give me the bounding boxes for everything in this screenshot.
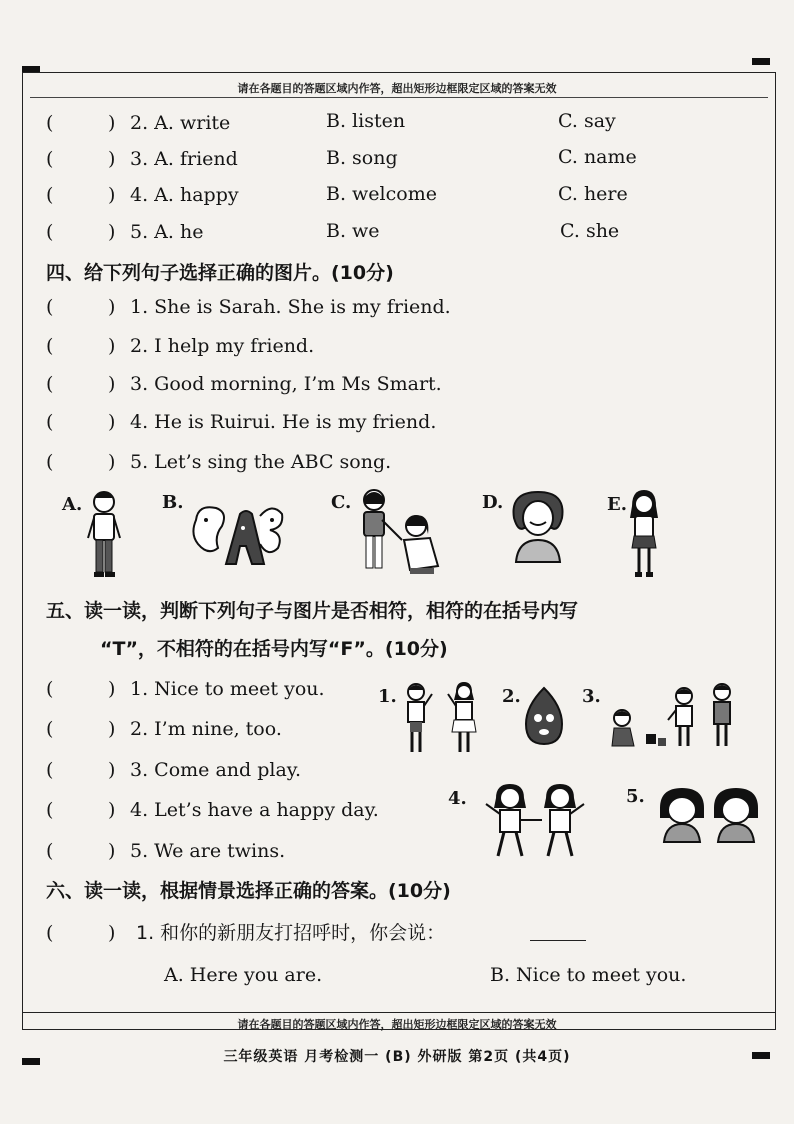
option-a: 2. A. write — [130, 112, 231, 134]
option-a: 3. A. friend — [130, 148, 238, 170]
picture-label-2: 2. — [502, 686, 521, 707]
number-nine-illustration — [522, 686, 566, 748]
picture-label-d: D. — [482, 492, 504, 513]
sentence: 5. We are twins. — [130, 840, 286, 862]
picture-label-5: 5. — [626, 786, 645, 807]
answer-paren-close: ) — [108, 840, 116, 862]
abc-letters-illustration — [188, 500, 286, 570]
answer-paren[interactable]: ( — [46, 296, 54, 318]
answer-paren-close: ) — [108, 373, 116, 395]
answer-paren-close: ) — [108, 799, 116, 821]
answer-blank[interactable] — [530, 922, 586, 941]
helping-friend-illustration — [352, 486, 444, 578]
option-a: 4. A. happy — [130, 184, 239, 206]
answer-paren[interactable]: ( — [46, 112, 54, 134]
sentence: 4. He is Ruirui. He is my friend. — [130, 411, 437, 433]
answer-paren[interactable]: ( — [46, 184, 54, 206]
answer-paren[interactable]: ( — [46, 373, 54, 395]
answer-paren-close: ) — [108, 335, 116, 357]
option-b: B. welcome — [326, 183, 437, 205]
happy-day-girls-illustration — [476, 780, 594, 860]
picture-label-c: C. — [331, 492, 352, 513]
twins-illustration — [654, 784, 764, 844]
sentence: 1. She is Sarah. She is my friend. — [130, 296, 451, 318]
sentence: 2. I’m nine, too. — [130, 718, 282, 740]
sentence: 1. Nice to meet you. — [130, 678, 325, 700]
option-c: C. she — [560, 220, 620, 242]
option-b: B. Nice to meet you. — [490, 964, 687, 986]
answer-paren-close: ) — [108, 112, 116, 134]
answer-paren-close: ) — [108, 184, 116, 206]
answer-paren-close: ) — [108, 922, 116, 944]
section5-title-line1: 五、读一读，判断下列句子与图片是否相符，相符的在括号内写 — [46, 600, 579, 622]
answer-paren[interactable]: ( — [46, 678, 54, 700]
answer-paren[interactable]: ( — [46, 922, 54, 944]
greeting-kids-illustration — [398, 680, 486, 756]
divider — [30, 97, 768, 98]
answer-paren-close: ) — [108, 759, 116, 781]
sentence: 2. I help my friend. — [130, 335, 315, 357]
sentence: 3. Come and play. — [130, 759, 302, 781]
option-a: 5. A. he — [130, 221, 204, 243]
option-b: B. listen — [326, 110, 406, 132]
come-and-play-illustration — [604, 680, 744, 750]
picture-label-4: 4. — [448, 788, 467, 809]
boy-illustration — [84, 488, 124, 580]
girl-illustration — [626, 488, 662, 580]
answer-paren[interactable]: ( — [46, 221, 54, 243]
top-notice: 请在各题目的答题区域内作答，超出矩形边框限定区域的答案无效 — [237, 82, 557, 95]
option-c: C. here — [558, 183, 628, 205]
option-b: B. we — [326, 220, 380, 242]
option-c: C. name — [558, 146, 637, 168]
answer-paren-close: ) — [108, 451, 116, 473]
page-footer: 三年级英语 月考检测一 (B) 外研版 第2页 (共4页) — [223, 1049, 571, 1065]
sentence: 4. Let’s have a happy day. — [130, 799, 379, 821]
section4-title: 四、给下列句子选择正确的图片。(10分) — [46, 262, 394, 284]
option-a: A. Here you are. — [164, 964, 323, 986]
answer-paren[interactable]: ( — [46, 411, 54, 433]
picture-label-b: B. — [162, 492, 184, 513]
section5-title-line2: “T”，不相符的在括号内写“F”。(10分) — [100, 638, 448, 660]
option-b: B. song — [326, 147, 398, 169]
divider — [22, 1012, 776, 1013]
picture-label-3: 3. — [582, 686, 601, 707]
teacher-illustration — [508, 488, 568, 564]
option-c: C. say — [558, 110, 616, 132]
answer-paren-close: ) — [108, 411, 116, 433]
question-text: 1. 和你的新朋友打招呼时，你会说： — [136, 922, 446, 944]
picture-label-a: A. — [62, 494, 83, 515]
answer-paren-close: ) — [108, 148, 116, 170]
sentence: 3. Good morning, I’m Ms Smart. — [130, 373, 442, 395]
answer-paren-close: ) — [108, 221, 116, 243]
answer-paren-close: ) — [108, 678, 116, 700]
answer-paren-close: ) — [108, 718, 116, 740]
picture-label-e: E. — [607, 494, 627, 515]
registration-mark — [752, 58, 770, 65]
answer-paren[interactable]: ( — [46, 840, 54, 862]
answer-paren[interactable]: ( — [46, 451, 54, 473]
answer-paren[interactable]: ( — [46, 718, 54, 740]
answer-paren[interactable]: ( — [46, 335, 54, 357]
answer-paren[interactable]: ( — [46, 148, 54, 170]
answer-paren[interactable]: ( — [46, 759, 54, 781]
answer-paren[interactable]: ( — [46, 799, 54, 821]
sentence: 5. Let’s sing the ABC song. — [130, 451, 392, 473]
answer-paren-close: ) — [108, 296, 116, 318]
picture-label-1: 1. — [378, 686, 397, 707]
section6-title: 六、读一读，根据情景选择正确的答案。(10分) — [46, 880, 451, 902]
bottom-notice: 请在各题目的答题区域内作答，超出矩形边框限定区域的答案无效 — [237, 1018, 557, 1031]
